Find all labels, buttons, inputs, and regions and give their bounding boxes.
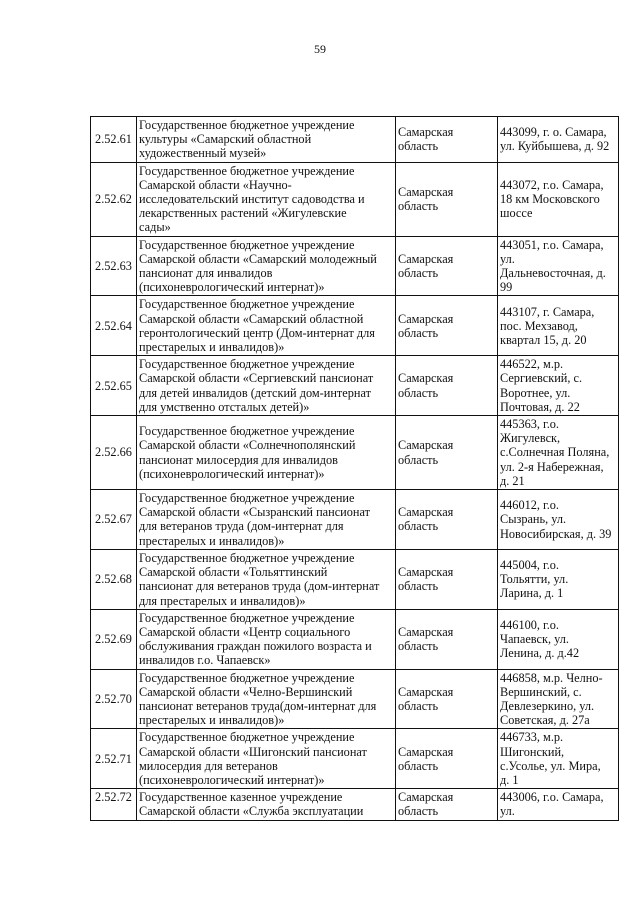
table-row (91, 549, 619, 609)
institution-name-cell (137, 356, 396, 416)
institution-name-cell-line: Государственное казенное учреждение (139, 790, 343, 805)
institution-name-cell-line: Государственное бюджетное учреждение (139, 297, 355, 312)
address-cell-line: Ленина, д. д.42 (500, 646, 580, 661)
page-number: 59 (314, 42, 326, 56)
row-number-cell: 2.52.72 (91, 789, 137, 820)
address-cell-line: квартал 15, д. 20 (500, 332, 587, 347)
region-cell-line: область (398, 519, 439, 534)
region-cell-line: область (398, 579, 439, 594)
address-cell-line: 99 (500, 280, 513, 295)
table-row (91, 162, 619, 236)
address-cell-line: ул. (500, 804, 515, 819)
institution-name-cell (137, 609, 396, 669)
institution-name-cell-line: Государственное бюджетное учреждение (139, 237, 355, 252)
address-cell-line: Дальневосточная, д. (500, 266, 606, 281)
institution-name-cell-line: Самарской области «Тольяттинский (139, 565, 328, 580)
address-cell-line: Сергиевский, с. (500, 371, 583, 386)
institution-name-cell-line: геронтологический центр (Дом-интернат для (139, 325, 375, 340)
institution-name-cell (137, 117, 396, 163)
address-cell-line: Воротнее, ул. (500, 385, 571, 400)
address-cell-line: д. 1 (500, 772, 519, 787)
institution-name-cell-line: сады» (139, 220, 171, 235)
address-cell (498, 729, 619, 789)
institution-name-cell-line: обслуживания граждан пожилого возраста и (139, 639, 372, 654)
institution-name-cell-line: Самарской области «Челно-Вершинский (139, 684, 353, 699)
institution-name-cell (137, 162, 396, 236)
table-row (91, 416, 619, 490)
region-cell (396, 236, 498, 296)
address-cell-line: Ларина, д. 1 (500, 586, 564, 601)
address-cell-line: Сызрань, ул. (500, 512, 567, 527)
institution-name-cell-line: пансионат для ветеранов труда (дом-интернат (139, 579, 380, 594)
table-row (91, 117, 619, 163)
row-number-cell: 2.52.65 (91, 356, 137, 416)
region-cell-line: Самарская (398, 624, 454, 639)
row-number-cell: 2.52.63 (91, 236, 137, 296)
institution-name-cell-line: Самарской области «Служба эксплуатации (139, 804, 364, 819)
institution-name-cell (137, 549, 396, 609)
address-cell-line: Почтовая, д. 22 (500, 399, 580, 414)
institution-name-cell-line: престарелых и инвалидов)» (139, 533, 285, 548)
address-cell-line: Девлезеркино, ул. (500, 698, 595, 713)
institution-name-cell-line: лекарственных растений «Жигулевские (139, 206, 347, 221)
address-cell (498, 296, 619, 356)
institution-name-cell-line: Самарской области «Самарский молодежный (139, 251, 377, 266)
region-cell (396, 296, 498, 356)
region-cell (396, 609, 498, 669)
table-row (91, 236, 619, 296)
institution-name-cell (137, 416, 396, 490)
region-cell-line: область (398, 758, 439, 773)
address-cell-line: 443107, г. Самара, (500, 304, 595, 319)
address-cell-line: ул. 2-я Набережная, (500, 459, 604, 474)
institution-name-cell-line: Государственное бюджетное учреждение (139, 491, 355, 506)
address-cell-line: пос. Мехзавод, (500, 318, 578, 333)
institution-name-cell-line: престарелых и инвалидов)» (139, 713, 285, 728)
region-cell-line: область (398, 139, 439, 154)
institution-name-cell-line: Государственное бюджетное учреждение (139, 730, 355, 745)
address-cell-line: Тольятти, ул. (500, 572, 569, 587)
institution-name-cell-line: для умственно отсталых детей)» (139, 399, 310, 414)
address-cell (498, 609, 619, 669)
row-number-cell: 2.52.64 (91, 296, 137, 356)
region-cell (396, 549, 498, 609)
address-cell-line: Новосибирская, д. 39 (500, 526, 612, 541)
region-cell (396, 416, 498, 490)
region-cell-line: Самарская (398, 438, 454, 453)
address-cell-line: Чапаевск, ул. (500, 632, 569, 646)
address-cell (498, 356, 619, 416)
institutions-table-body (91, 117, 619, 821)
institution-name-cell-line: (психоневрологический интернат)» (139, 772, 325, 787)
region-cell-line: область (398, 452, 439, 467)
region-cell-line: область (398, 385, 439, 400)
institution-name-cell-line: Самарской области «Центр социального (139, 624, 351, 639)
region-cell (396, 490, 498, 550)
row-number-cell: 2.52.69 (91, 609, 137, 669)
region-cell-line: Самарская (398, 311, 454, 326)
institution-name-cell-line: Государственное бюджетное учреждение (139, 670, 355, 685)
institution-name-cell-line: для престарелых и инвалидов)» (139, 593, 306, 608)
institution-name-cell-line: пансионат ветеранов труда(дом-интернат для (139, 698, 377, 713)
region-cell-line: Самарская (398, 790, 454, 805)
institution-name-cell-line: (психоневрологический интернат)» (139, 466, 325, 481)
address-cell-line: Шигонский, (500, 744, 565, 759)
address-cell-line: 443051, г.о. Самара, (500, 237, 604, 252)
address-cell (498, 789, 619, 820)
address-cell (498, 162, 619, 236)
row-number-cell: 2.52.70 (91, 669, 137, 729)
address-cell-line: 445004, г.о. (500, 557, 559, 572)
address-cell-line: шоссе (500, 206, 533, 221)
region-cell (396, 669, 498, 729)
address-cell-line: ул. Куйбышева, д. 92 (500, 139, 610, 154)
institution-name-cell-line: Самарской области «Научно- (139, 177, 292, 192)
table-row (91, 609, 619, 669)
region-cell-line: Самарская (398, 744, 454, 759)
address-cell-line: 446858, м.р. Челно- (500, 670, 603, 685)
institution-name-cell (137, 729, 396, 789)
table-row (91, 296, 619, 356)
institution-name-cell (137, 296, 396, 356)
region-cell-line: Самарская (398, 371, 454, 386)
row-number-cell: 2.52.71 (91, 729, 137, 789)
address-cell-line: с.Усолье, ул. Мира, (500, 758, 601, 773)
row-number-cell: 2.52.61 (91, 117, 137, 163)
institution-name-cell-line: Государственное бюджетное учреждение (139, 610, 355, 625)
institution-name-cell-line: Самарской области «Солнечнополянский (139, 438, 356, 453)
institution-name-cell-line: пансионат для инвалидов (139, 266, 273, 281)
institution-name-cell-line: для ветеранов труда (дом-интернат для (139, 519, 344, 534)
table-row (91, 356, 619, 416)
region-cell-line: область (398, 804, 439, 819)
address-cell-line: Вершинский, с. (500, 684, 582, 699)
address-cell-line: 443006, г.о. Самара, (500, 790, 604, 805)
institution-name-cell (137, 490, 396, 550)
address-cell (498, 549, 619, 609)
institution-name-cell-line: Государственное бюджетное учреждение (139, 118, 355, 132)
table-row (91, 490, 619, 550)
institution-name-cell-line: Самарской области «Шигонский пансионат (139, 744, 367, 759)
row-number-cell: 2.52.68 (91, 549, 137, 609)
institution-name-cell (137, 669, 396, 729)
address-cell-line: 446733, м.р. (500, 730, 564, 745)
institution-name-cell (137, 789, 396, 820)
row-number-cell: 2.52.66 (91, 416, 137, 490)
address-cell-line: д. 21 (500, 473, 525, 488)
institution-name-cell-line: Государственное бюджетное учреждение (139, 163, 355, 178)
institutions-table (90, 116, 619, 821)
table-row (91, 669, 619, 729)
region-cell-line: Самарская (398, 251, 454, 266)
address-cell-line: 445363, г.о. (500, 417, 559, 432)
institution-name-cell-line: Самарской области «Сызранский пансионат (139, 505, 370, 520)
institution-name-cell-line: Самарской области «Сергиевский пансионат (139, 371, 374, 386)
region-cell-line: область (398, 325, 439, 340)
address-cell (498, 236, 619, 296)
institution-name-cell-line: Самарской области «Самарский областной (139, 311, 364, 326)
address-cell-line: 18 км Московского (500, 192, 600, 207)
region-cell-line: область (398, 266, 439, 281)
address-cell-line: 446012, г.о. (500, 498, 559, 513)
institution-name-cell-line: пансионат милосердия для инвалидов (139, 452, 338, 467)
institution-name-cell-line: для детей инвалидов (детский дом-интернат (139, 385, 371, 400)
institution-name-cell-line: исследовательский институт садоводства и (139, 192, 365, 207)
region-cell-line: Самарская (398, 184, 454, 199)
institution-name-cell-line: инвалидов г.о. Чапаевск» (139, 653, 271, 668)
table-row (91, 789, 619, 820)
address-cell-line: Советская, д. 27а (500, 713, 590, 728)
institution-name-cell-line: Государственное бюджетное учреждение (139, 424, 355, 439)
institution-name-cell-line: художественный музей» (139, 146, 267, 161)
address-cell (498, 416, 619, 490)
row-number-cell: 2.52.67 (91, 490, 137, 550)
institution-name-cell-line: Государственное бюджетное учреждение (139, 550, 355, 565)
region-cell-line: область (398, 639, 439, 654)
region-cell (396, 356, 498, 416)
institution-name-cell-line: (психоневрологический интернат)» (139, 280, 325, 295)
region-cell-line: область (398, 698, 439, 713)
region-cell-line: Самарская (398, 565, 454, 580)
region-cell (396, 117, 498, 163)
institution-name-cell (137, 236, 396, 296)
region-cell-line: Самарская (398, 125, 454, 140)
institution-name-cell-line: культуры «Самарский областной (139, 132, 312, 147)
region-cell-line: Самарская (398, 684, 454, 699)
institution-name-cell-line: Государственное бюджетное учреждение (139, 357, 355, 372)
institution-name-cell-line: милосердия для ветеранов (139, 758, 278, 773)
address-cell-line: 446100, г.о. (500, 617, 559, 632)
region-cell-line: Самарская (398, 505, 454, 520)
address-cell-line: 446522, м.р. (500, 357, 564, 372)
address-cell-line: с.Солнечная Поляна, (500, 445, 610, 460)
table-row (91, 729, 619, 789)
address-cell-line: 443072, г.о. Самара, (500, 177, 604, 192)
address-cell (498, 490, 619, 550)
region-cell-line: область (398, 199, 439, 214)
address-cell (498, 669, 619, 729)
region-cell (396, 162, 498, 236)
address-cell-line: 443099, г. о. Самара, (500, 125, 607, 140)
institution-name-cell-line: престарелых и инвалидов)» (139, 340, 285, 355)
region-cell (396, 789, 498, 820)
row-number-cell: 2.52.62 (91, 162, 137, 236)
address-cell-line: ул. (500, 251, 515, 266)
region-cell (396, 729, 498, 789)
address-cell (498, 117, 619, 163)
address-cell-line: Жигулевск, (500, 431, 561, 446)
